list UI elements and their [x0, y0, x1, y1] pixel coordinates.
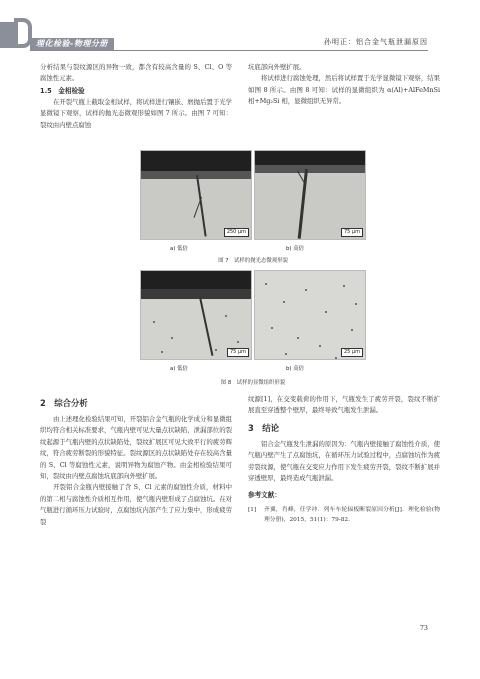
fig8a-label: a) 低倍 [170, 366, 188, 372]
left-column-bottom [40, 392, 232, 528]
etching-paragraph: 将试样进行腐蚀处理，然后将试样置于光学显微镜下观察，结果如图 8 所示。由图 8 可知：试样的显微组织为 α(Al)+AlFeMnSi 相+Mg₂Si 相，显微组织无异常。 [248, 74, 440, 106]
analysis-paragraph-1: 由上述理化检验结果可知，开裂铝合金气瓶的化学成分和显微组织均符合相关标准要求，气瓶内壁可见大量点状缺陷，泄漏部位的裂纹起源于气瓶内壁的点状缺陷处，裂纹扩展区可见大致平行的疲劳辉纹，符合疲劳断裂的形貌特征。裂纹源区的点状缺陷处存在较高含量的 S、Cl 等腐蚀性元素，说明异物为腐蚀产物。由金相检验结果可知，裂纹由内壁点腐蚀坑底部向外壁扩展。 [40, 415, 232, 481]
fig7b-label: b) 高倍 [286, 246, 305, 252]
fig8b-label: b) 高倍 [286, 366, 305, 372]
right-column-top [248, 62, 440, 108]
section-2-heading: 2 综合分析 [40, 398, 88, 408]
fig7a-scale-bar: 250 μm [224, 228, 249, 237]
fig7a-micrograph [140, 150, 252, 240]
left-column-top [40, 62, 232, 131]
fig8a-micrograph [140, 270, 252, 360]
journal-name: 理化检验-物理分册 [30, 38, 114, 50]
fig7b-scale-bar: 75 μm [341, 228, 363, 237]
reference-item [248, 505, 440, 525]
metallography-paragraph: 在开裂气瓶上截取金相试样，将试样进行镶嵌、磨抛后置于光学显微镜下观察，试样的抛光态微观形貌如图 7 所示。由图 7 可知：裂纹由内壁点腐蚀 [40, 97, 232, 129]
running-head: 孙明正：铝合金气瓶泄漏原因 [324, 38, 428, 46]
references-heading: 参考文献： [248, 491, 281, 500]
figure-8 [140, 270, 366, 362]
fig8-caption: 图 8 试样的显微组织形貌 [220, 380, 286, 386]
section-1-5-heading: 1.5 金相检验 [40, 86, 85, 95]
fig7b-micrograph [254, 150, 366, 240]
fig8b-micrograph [254, 270, 366, 360]
analysis-paragraph-2: 开裂铝合金瓶内壁接触了含 S、Cl 元素的腐蚀性介质，材料中的第二相与腐蚀性介质相互作用，使气瓶内壁形成了点腐蚀坑。在对气瓶进行循环压力试验时，点腐蚀坑内部产生了应力集中，形成疲劳裂 [40, 483, 232, 526]
fig7-caption: 图 7 试样的抛光态微观形貌 [218, 258, 288, 264]
page-number: 73 [419, 624, 428, 632]
figure-7 [140, 150, 366, 242]
analysis-continuation: 纹源[1]，在交变载荷的作用下，气瓶发生了疲劳开裂，裂纹不断扩展直至穿透整个壁厚，最终导致气瓶发生泄漏。 [248, 395, 440, 415]
reference-text: 齐翼，肖峰，任学冲．列车车轮辐板断裂原因分析[J]．理化检验(物理分册)，2015，51(1)：79-82． [264, 506, 440, 523]
conclusion-paragraph: 铝合金气瓶发生泄漏的原因为：气瓶内壁接触了腐蚀性介质，使气瓶内壁产生了点腐蚀坑，在循环压力试验过程中，点腐蚀坑作为疲劳裂纹源，使气瓶在交变应力作用下发生疲劳开裂，裂纹不断扩展并穿透壁厚，最终造成气瓶泄漏。 [248, 439, 440, 483]
header-rule [30, 50, 428, 51]
right-column-bottom [248, 394, 440, 525]
section-3-heading: 3 结论 [248, 422, 279, 433]
fig8b-scale-bar: 25 μm [341, 348, 363, 357]
fig8a-scale-bar: 75 μm [227, 348, 249, 357]
reference-number: [1] [248, 506, 257, 513]
continuation-text: 分析结果与裂纹源区的异物一致，都含有较高含量的 S、Cl、O 等腐蚀性元素。 [40, 63, 232, 83]
page-header [0, 0, 480, 54]
crack-propagation-text: 坑底部向外壁扩展。 [248, 63, 306, 71]
fig7a-label: a) 低倍 [170, 246, 188, 252]
